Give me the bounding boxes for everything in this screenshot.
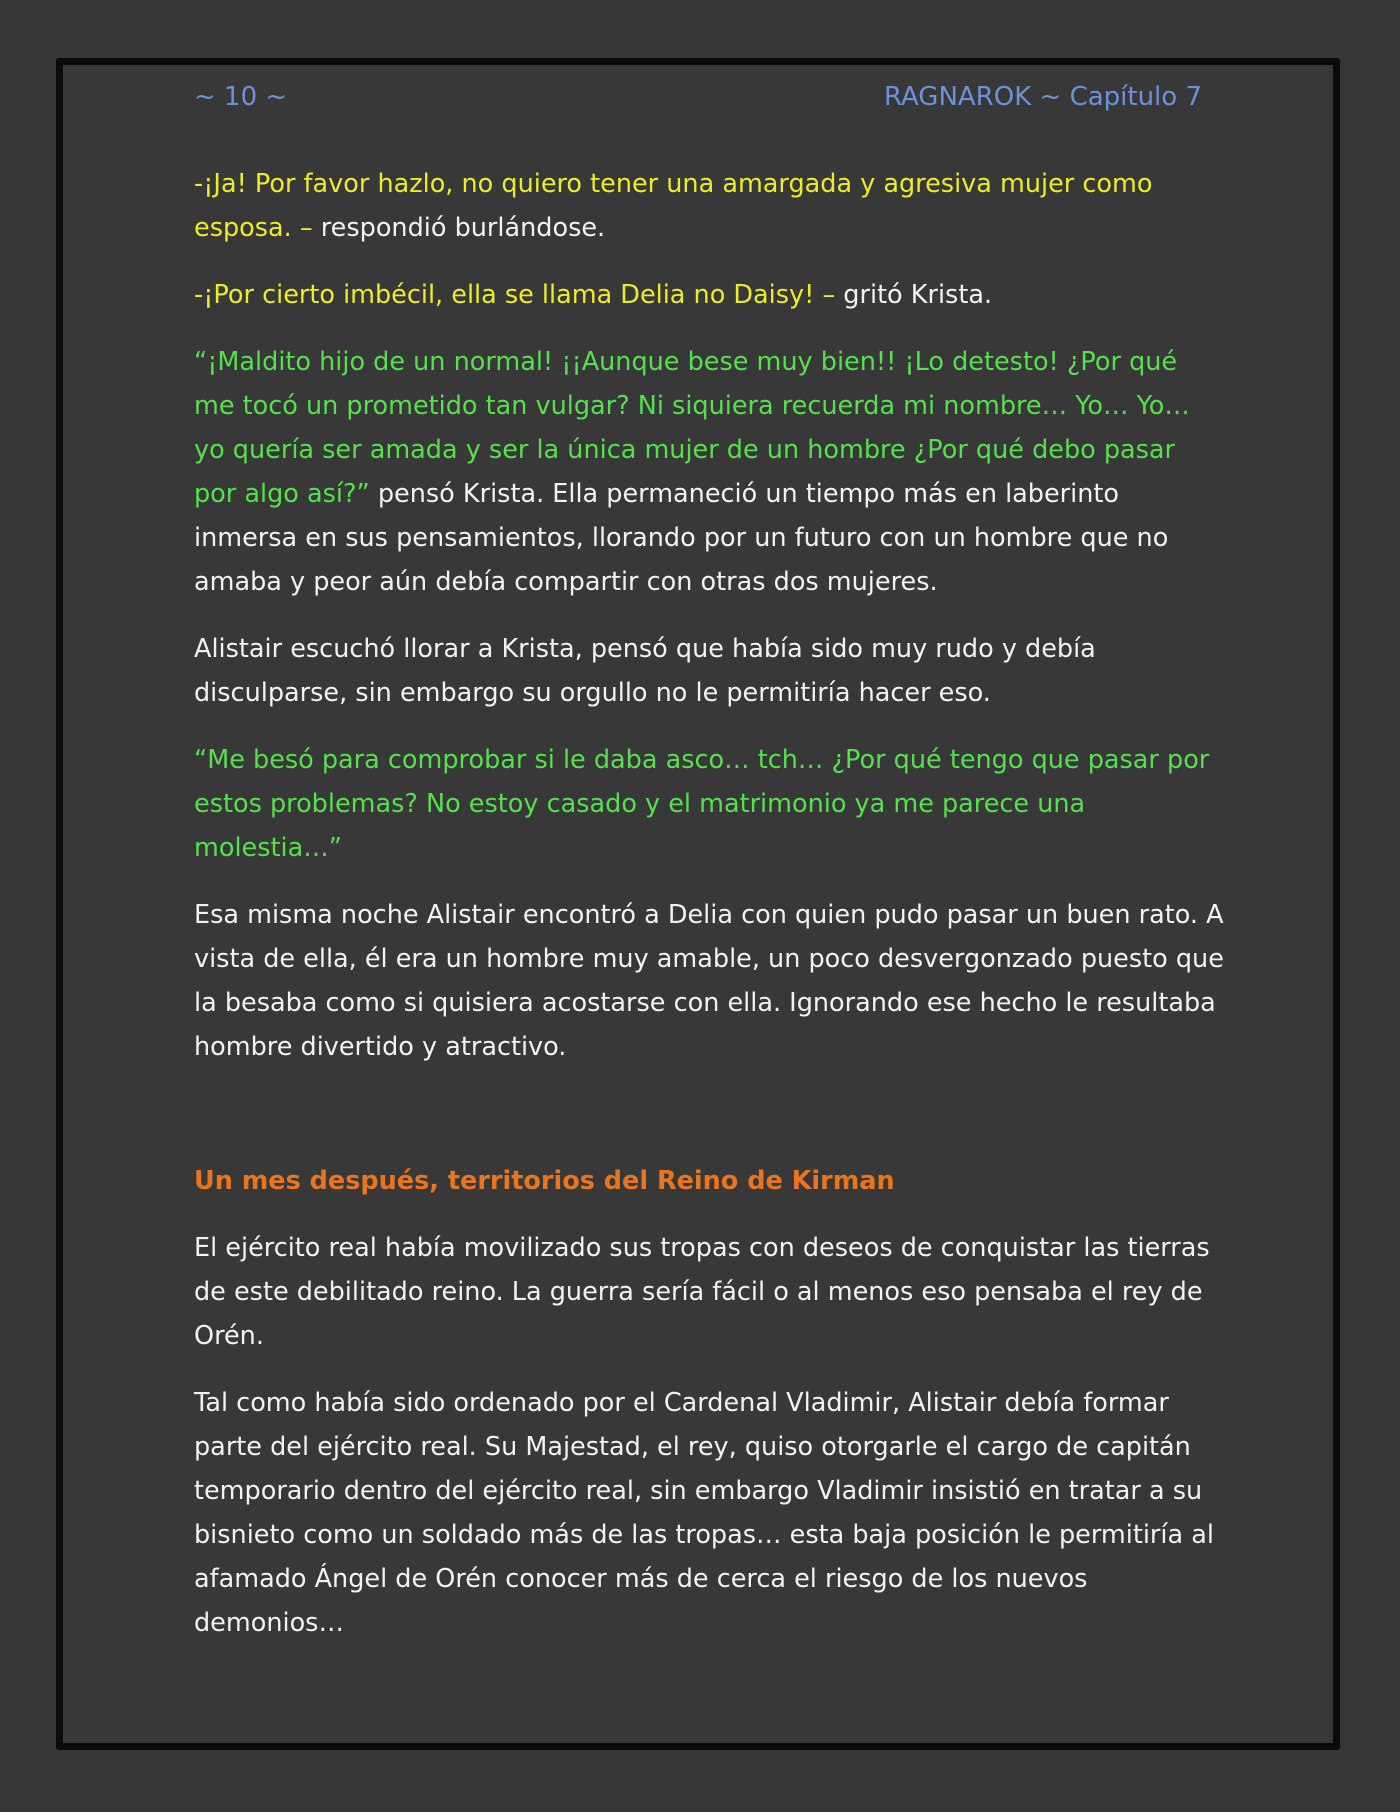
narration-text: respondió burlándose. bbox=[312, 213, 606, 243]
dialogue-text: -¡Por cierto imbécil, ella se llama Delia no Daisy! – bbox=[194, 280, 836, 310]
dialogue-text: -¡Ja! Por favor hazlo, no quiero tener una amargada y agresiva mujer como esposa. – bbox=[194, 169, 1153, 243]
paragraph-7: El ejército real había movilizado sus tropas con deseos de conquistar las tierras de este debilitado reino. La guerra sería fácil o al menos eso pensaba el rey de Orén. bbox=[194, 1233, 1210, 1351]
paragraph-6: Esa misma noche Alistair encontró a Delia con quien pudo pasar un buen rato. A vista de ella, él era un hombre muy amable, un poco desvergonzado puesto que la besaba como si quisiera acostarse con ella. Ignorando ese hecho le resultaba hombre divertido y atractivo. bbox=[194, 900, 1224, 1062]
paragraph-1 bbox=[194, 162, 1224, 250]
chapter-title: RAGNAROK ~ Capítulo 7 bbox=[883, 82, 1202, 112]
narration-text: pensó Krista. Ella permaneció un tiempo más en laberinto inmersa en sus pensamientos, llorando por un futuro con un hombre que no amaba y peor aún debía compartir con otras dos mujeres. bbox=[194, 479, 1169, 597]
thought-text: “¡Maldito hijo de un normal! ¡¡Aunque bese muy bien!! ¡Lo detesto! ¿Por qué me tocó un prometido tan vulgar? Ni siquiera recuerda mi nombre… Yo… Yo… yo quería ser amada y ser la única mujer de un hombre ¿Por qué debo pasar por algo así?” bbox=[194, 347, 1190, 509]
page-body bbox=[194, 162, 1224, 1668]
section-heading: Un mes después, territorios del Reino de Kirman bbox=[194, 1166, 895, 1196]
paragraph-4: Alistair escuchó llorar a Krista, pensó que había sido muy rudo y debía disculparse, sin embargo su orgullo no le permitiría hacer eso. bbox=[194, 634, 1096, 708]
paragraph-3 bbox=[194, 340, 1224, 604]
narration-text: gritó Krista. bbox=[835, 280, 993, 310]
paragraph-8: Tal como había sido ordenado por el Cardenal Vladimir, Alistair debía formar parte del ejército real. Su Majestad, el rey, quiso otorgarle el cargo de capitán temporario dentro del ejército real, sin embargo Vladimir insistió en tratar a su bisnieto como un soldado más de las tropas… esta baja posición le permitiría al afamado Ángel de Orén conocer más de cerca el riesgo de los nuevos demonios… bbox=[194, 1388, 1214, 1638]
page-number: ~ 10 ~ bbox=[194, 82, 288, 112]
paragraph-5-thought: “Me besó para comprobar si le daba asco… tch… ¿Por qué tengo que pasar por estos problemas? No estoy casado y el matrimonio ya me parece una molestia…” bbox=[194, 745, 1210, 863]
paragraph-2 bbox=[194, 273, 1224, 317]
page-header bbox=[194, 82, 1202, 122]
